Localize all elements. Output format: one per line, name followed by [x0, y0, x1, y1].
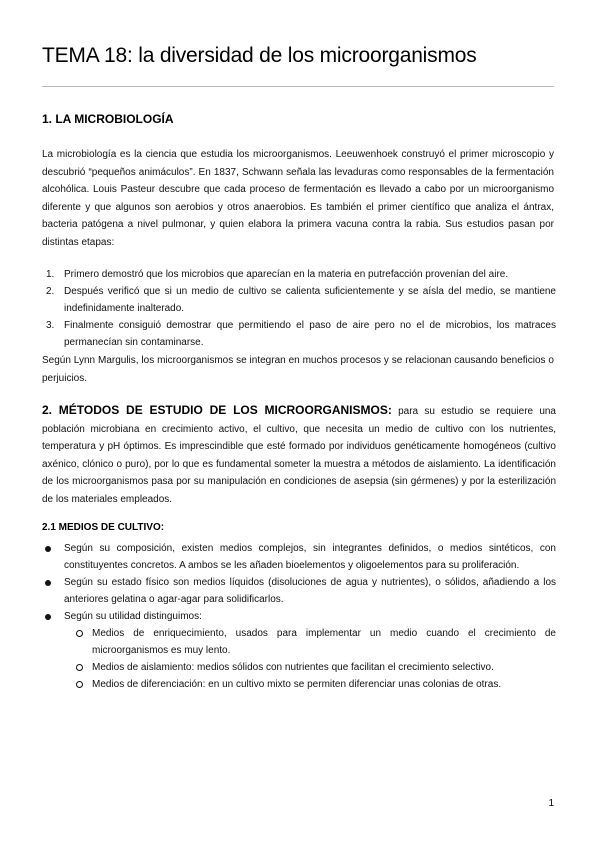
- list-number: 2.: [46, 286, 55, 297]
- hollow-bullet-icon: [76, 664, 83, 671]
- list-item-text: Primero demostró que los microbios que aparecían en la materia en putrefacción provenían del aire.: [64, 269, 509, 280]
- sub-list-item: [64, 676, 556, 693]
- section-1-intro: La microbiología es la ciencia que estudia los microorganismos. Leeuwenhoek construyó el primer microscopio y descubrió “pequeños animáculos”. En 1837, Schwann señala las levaduras como responsables de la fermentación alcohólica. Louis Pasteur descubre que cada proceso de fermentación es llevado a cabo por un microorganismo diferente y que algunos son aerobios y otros anaerobios. Es también el primer científico que analiza el ántrax, bacteria patógena a nivel pulmonar, y quien elabora la primera vacuna contra la rabia. Sus estudios pasan por distintas etapas:: [42, 149, 554, 248]
- list-item: [42, 266, 556, 283]
- list-item-text: Según su estado físico son medios líquidos (disoluciones de agua y nutrientes), o sólidos, añadiendo a los anteriores gelatina o agar-agar para solidificarlos.: [64, 577, 556, 605]
- list-item-text: Según su composición, existen medios complejos, sin integrantes definidos, o medios sintéticos, con constituyentes concretos. A ambos se les añaden bioelementos y oligoelementos para su proliferación.: [64, 543, 556, 571]
- section-2-1-heading: 2.1 MEDIOS DE CULTIVO:: [42, 522, 165, 533]
- section-2-body: para su estudio se requiere una población microbiana en crecimiento activo, el cultivo, que necesita un medio de cultivo con los nutrientes, temperatura y pH óptimos. Es imprescindible que esté formado por individuos genéticamente homogéneos (cultivo axénico, clónico o puro), por lo que es fundamental someter la muestra a métodos de aislamiento. La identificación de los microorganismos pasa por su manipulación en condiciones de asepsia (sin gérmenes) y por la esterilización de los materiales empleados.: [42, 406, 556, 505]
- bullet-icon: [45, 614, 51, 620]
- section-1-heading: 1. LA MICROBIOLOGÍA: [42, 112, 174, 126]
- utility-sublist: [64, 625, 556, 693]
- section-2-heading: 2. MÉTODOS DE ESTUDIO DE LOS MICROORGANISMOS:: [42, 403, 392, 417]
- list-item: [42, 608, 556, 693]
- hollow-bullet-icon: [76, 630, 83, 637]
- bullet-icon: [45, 580, 51, 586]
- page-number: 1: [548, 798, 554, 809]
- hollow-bullet-icon: [76, 681, 83, 688]
- pasteur-steps-list: [42, 266, 556, 351]
- section-2-paragraph: [42, 402, 556, 508]
- list-item-text: Después verificó que si un medio de cultivo se calienta suficientemente y se aísla del medio, se mantiene indefinidamente inalterado.: [64, 286, 556, 314]
- section-1-closing: Según Lynn Margulis, los microorganismos se integran en muchos procesos y se relacionan causando beneficios o perjuicios.: [42, 355, 554, 384]
- title-divider: [42, 86, 554, 87]
- list-item: [42, 540, 556, 574]
- list-item: [42, 574, 556, 608]
- sub-list-item: [64, 625, 556, 659]
- culture-media-list: [42, 540, 556, 693]
- list-item-text: Medios de aislamiento: medios sólidos con nutrientes que facilitan el crecimiento selectivo.: [92, 662, 494, 673]
- document-title: TEMA 18: la diversidad de los microorganismos: [42, 44, 477, 67]
- list-item-text: Medios de enriquecimiento, usados para implementar un medio cuando el crecimiento de microorganismos es muy lento.: [92, 628, 556, 656]
- list-item: [42, 317, 556, 351]
- list-item-text: Finalmente consiguió demostrar que permitiendo el paso de aire pero no el de microbios, los matraces permanecían sin contaminarse.: [64, 320, 556, 348]
- list-item-text: Según su utilidad distinguimos:: [64, 611, 202, 622]
- list-number: 1.: [46, 269, 55, 280]
- list-number: 3.: [46, 320, 55, 331]
- sub-list-item: [64, 659, 556, 676]
- bullet-icon: [45, 546, 51, 552]
- list-item-text: Medios de diferenciación: en un cultivo mixto se permiten diferenciar unas colonias de otras.: [92, 679, 502, 690]
- list-item: [42, 283, 556, 317]
